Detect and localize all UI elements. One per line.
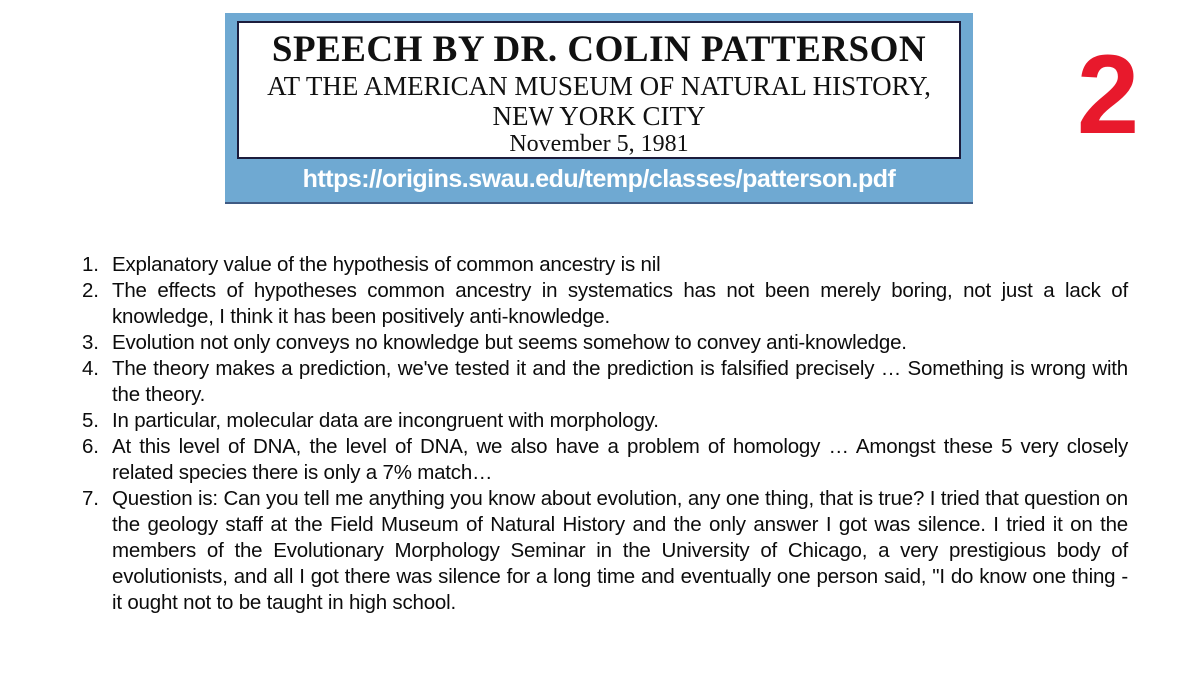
item-text: Explanatory value of the hypothesis of common ancestry is nil xyxy=(112,253,661,276)
item-number: 6. xyxy=(82,435,99,458)
item-number: 7. xyxy=(82,487,99,510)
item-text: The theory makes a prediction, we've tested it and the prediction is falsified precisely … Something is wrong with the theory. xyxy=(112,357,1128,406)
source-url: https://origins.swau.edu/temp/classes/patterson.pdf xyxy=(302,165,896,193)
item-text: Evolution not only conveys no knowledge but seems somehow to convey anti-knowledge. xyxy=(112,331,907,354)
list-item xyxy=(82,252,1128,278)
list-item xyxy=(82,408,1128,434)
item-number: 3. xyxy=(82,331,99,354)
slide-page-number: 2 xyxy=(1076,32,1140,157)
item-text: At this level of DNA, the level of DNA, we also have a problem of homology … Amongst these 5 very closely related species there is only a 7% match… xyxy=(112,435,1128,484)
list-item xyxy=(82,330,1128,356)
item-number: 5. xyxy=(82,409,99,432)
item-number: 4. xyxy=(82,357,99,380)
list-item xyxy=(82,278,1128,330)
list-item xyxy=(82,434,1128,486)
header-title-box xyxy=(237,21,961,159)
list-item xyxy=(82,486,1128,616)
quote-list xyxy=(82,252,1128,616)
speech-date: November 5, 1981 xyxy=(509,131,689,157)
list-item xyxy=(82,356,1128,408)
item-text: In particular, molecular data are incongruent with morphology. xyxy=(112,409,659,432)
speech-subtitle-city: NEW YORK CITY xyxy=(492,101,706,131)
speech-title: SPEECH BY DR. COLIN PATTERSON xyxy=(271,29,927,70)
item-text: Question is: Can you tell me anything you know about evolution, any one thing, that is true? I tried that question on the geology staff at the Field Museum of Natural History and the only answer I got was silence. I tried it on the members of the Evolutionary Morphology Seminar in the University of Chicago, a very prestigious body of evolutionists, and all I got there was silence for a long time and eventually one person said, "I do know one thing - it ought not to be taught in high school. xyxy=(112,487,1128,614)
header-banner xyxy=(225,13,973,204)
item-text: The effects of hypotheses common ancestry in systematics has not been merely boring, not just a lack of knowledge, I think it has been positively anti-knowledge. xyxy=(112,279,1128,328)
item-number: 2. xyxy=(82,279,99,302)
speech-subtitle-venue: AT THE AMERICAN MUSEUM OF NATURAL HISTORY, xyxy=(267,71,931,101)
item-number: 1. xyxy=(82,253,99,276)
